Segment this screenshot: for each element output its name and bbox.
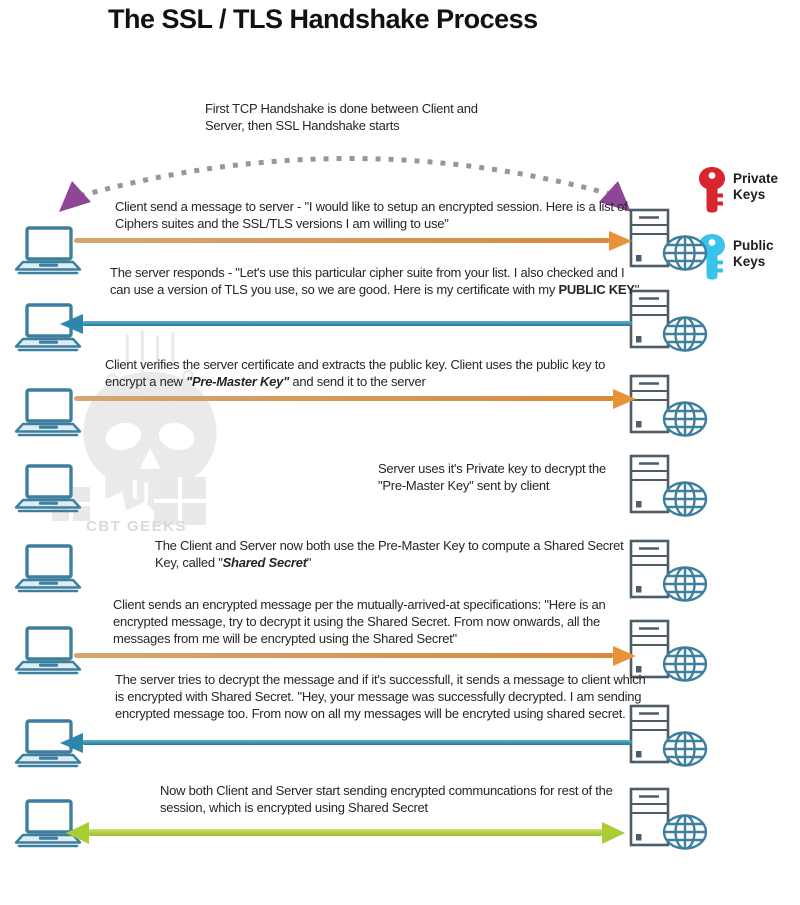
step-3-arrow-client-to-server <box>74 396 614 401</box>
step-1-text: Client send a message to server - "I would like to setup an encrypted session. Here is a list of Ciphers suites and the SSL/TLS versions I am willing to use" <box>115 199 628 232</box>
server-icon-4 <box>626 454 710 518</box>
step-2-arrow-server-to-client <box>82 321 632 326</box>
step-4-text: Server uses it's Private key to decrypt the "Pre-Master Key" sent by client <box>378 461 606 494</box>
private-keys-label: Private Keys <box>733 171 779 203</box>
step-5-text: The Client and Server now both use the Pre-Master Key to compute a Shared Secret Key, called "Shared Secret" <box>155 538 624 571</box>
client-laptop-icon-1 <box>14 226 82 276</box>
server-icon-5 <box>626 539 710 603</box>
arrow-head-left <box>60 314 83 334</box>
arrow-head-right <box>609 231 632 251</box>
step-6-text: Client sends an encrypted message per the mutually-arrived-at specifications: "Here is an encrypted message, try to decrypt it using the Shared Secret. From now onwards, all the messages from me will be encrypted using the Shared Secret" <box>113 597 606 647</box>
step-8-arrow-both-directions <box>88 829 603 836</box>
tcp-handshake-note: First TCP Handshake is done between Client and Server, then SSL Handshake starts <box>205 101 478 134</box>
arc-arrowhead-left <box>59 181 91 212</box>
page-title: The SSL / TLS Handshake Process <box>108 4 538 34</box>
step-1-arrow-client-to-server <box>74 238 610 243</box>
public-keys-label: Public Keys <box>733 238 774 270</box>
arrow-head-right <box>613 646 636 666</box>
arrow-head-left <box>66 822 89 844</box>
client-laptop-icon-5 <box>14 544 82 594</box>
step-7-text: The server tries to decrypt the message and if it's successfull, it sends a message to client which is encrypted with Shared Secret. "Hey, your message was successfully decrypted. I am sending encrypted message too. From now on all my messages will be encryted using shared secret. <box>115 672 646 722</box>
step-2-text: The server responds - "Let's use this particular cipher suite from your list. I also checked and I can use a version of TLS you use, so we are good. Here is my certificate with my PUBLIC KEY" <box>110 265 640 298</box>
arrow-head-left <box>60 733 83 753</box>
client-laptop-icon-3 <box>14 388 82 438</box>
arrow-head-right <box>602 822 625 844</box>
client-laptop-icon-4 <box>14 464 82 514</box>
step-8-text: Now both Client and Server start sending encrypted communcations for rest of the session, which is encrypted using Shared Secret <box>160 783 613 816</box>
arrow-head-right <box>613 389 636 409</box>
client-laptop-icon-6 <box>14 626 82 676</box>
step-3-text: Client verifies the server certificate and extracts the public key. Client uses the public key to encrypt a new "Pre-Master Key" and send it to the server <box>105 357 606 390</box>
private-key-icon <box>696 166 728 214</box>
server-icon-2 <box>626 289 710 353</box>
watermark-text: CBT GEEKS <box>86 518 188 535</box>
server-icon-3 <box>626 374 710 438</box>
step-6-arrow-client-to-server <box>74 653 614 658</box>
step-7-arrow-server-to-client <box>82 740 632 745</box>
server-icon-8 <box>626 787 710 851</box>
